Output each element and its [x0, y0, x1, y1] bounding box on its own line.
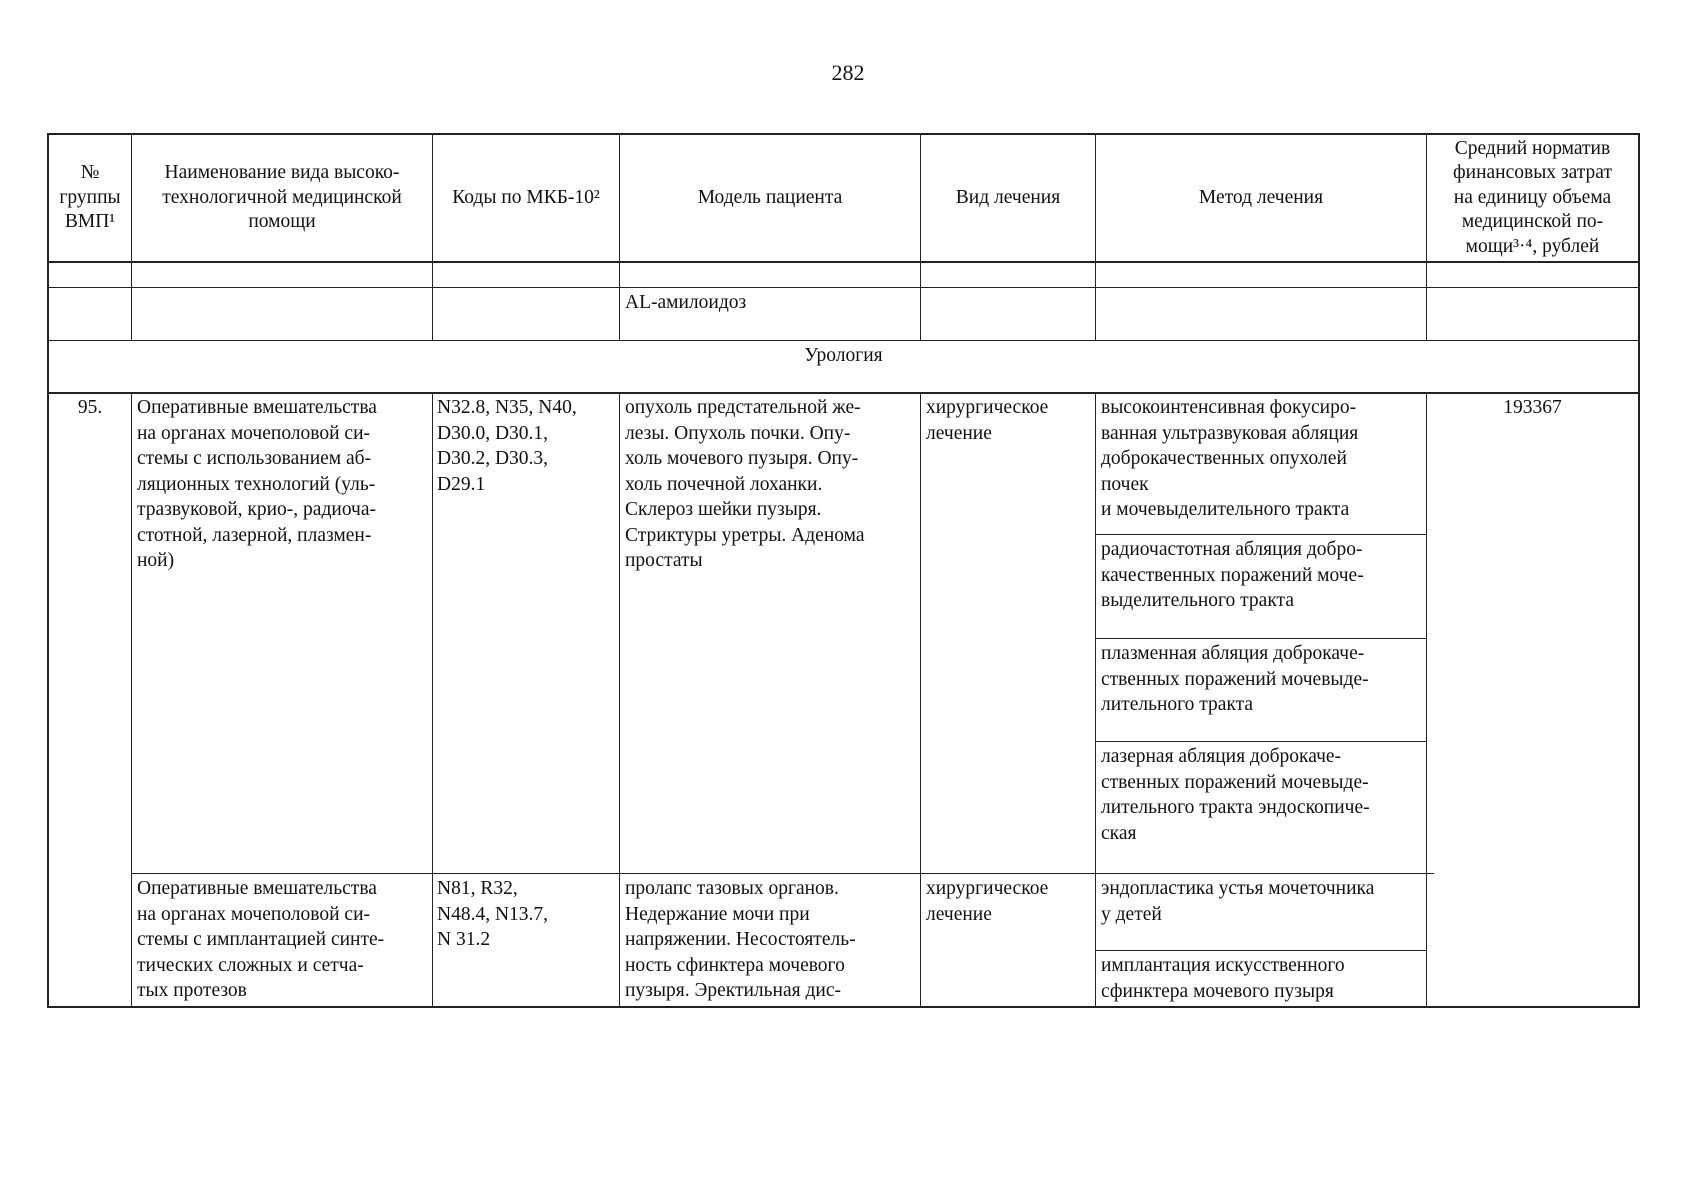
method-divider-3 — [1096, 741, 1426, 742]
row1-care-name: Оперативные вмешательства на органах мочеполовой си- стемы с использованием аб- ляционных технологий (уль- тразвуковой, крио-, радиоча- стотной, лазерной, плазмен- ной) — [137, 397, 377, 571]
header-treatment-type: Вид лечения — [955, 186, 1061, 208]
col-divider-4-lower — [920, 392, 921, 1007]
row2-icd-codes: N81, R32, N48.4, N13.7, N 31.2 — [437, 878, 549, 950]
continuation-row-line — [47, 340, 1640, 341]
header-care-name: Наименование вида высоко- технологичной медицинской помощи — [162, 162, 402, 233]
group-average-cost: 193367 — [1503, 397, 1562, 418]
table-left-border — [47, 133, 49, 1008]
header-average-cost: Средний норматив финансовых затрат на единицу объема медицинской по- мощи³·⁴, рублей — [1453, 137, 1612, 257]
section-row-line — [47, 392, 1640, 394]
col-divider-2-lower — [432, 392, 433, 1007]
row1-icd-codes: N32.8, N35, N40, D30.0, D30.1, D30.2, D30.3, D29.1 — [437, 397, 577, 495]
col-divider-3-lower — [619, 392, 620, 1007]
row2-method-1: эндопластика устья мочеточника у детей — [1101, 878, 1375, 925]
row1-method-3: плазменная абляция доброкаче- ственных поражений мочевыде- лительного тракта — [1101, 643, 1369, 715]
row2-treatment-type: хирургическое лечение — [926, 878, 1049, 925]
header-bottom-line — [47, 261, 1640, 263]
table-right-border — [1638, 133, 1640, 1008]
row1-patient-model: опухоль предстательной же- лезы. Опухоль почки. Опу- холь мочевого пузыря. Опу- холь почечной лоханки. Склероз шейки пузыря. Стриктуры уретры. Аденома простаты — [625, 397, 865, 571]
section-title: Урология — [804, 345, 883, 366]
header-patient-model: Модель пациента — [697, 186, 843, 208]
col-divider-1-lower — [131, 392, 132, 1007]
row2-care-name: Оперативные вмешательства на органах мочеполовой си- стемы с имплантацией синте- тических сложных и сетча- тых протезов — [137, 878, 385, 1001]
row1-method-2: радиочастотная абляция добро- качественных поражений моче- выделительного тракта — [1101, 539, 1364, 611]
row1-treatment-type: хирургическое лечение — [926, 397, 1049, 444]
method-divider-1 — [1096, 534, 1426, 535]
method-divider-2 — [1096, 638, 1426, 639]
col-divider-6-lower — [1426, 392, 1427, 1007]
row2-patient-model: пролапс тазовых органов. Недержание мочи при напряжении. Несостоятель- ность сфинктера мочевого пузыря. Эректильная дис- — [625, 878, 856, 1001]
header-icd-codes: Коды по МКБ-10² — [452, 186, 600, 208]
col-divider-5-lower — [1095, 392, 1096, 1007]
table-bottom-border — [47, 1006, 1640, 1008]
page-number: 282 — [831, 60, 865, 85]
continuation-patient-model: AL-амилоидоз — [625, 292, 747, 313]
method-divider-4 — [1096, 950, 1426, 951]
header-group-number: № группы ВМП¹ — [59, 162, 121, 233]
row1-method-1: высокоинтенсивная фокусиро- ванная ультразвуковая абляция доброкачественных опухолей почек и мочевыделительного тракта — [1101, 397, 1359, 520]
group-row-divider — [132, 873, 1434, 874]
row1-method-4: лазерная абляция доброкаче- ственных поражений мочевыде- лительного тракта эндоскопиче- ская — [1101, 746, 1370, 844]
empty-row-line — [47, 287, 1640, 288]
group-number: 95. — [77, 397, 103, 418]
header-treatment-method: Метод лечения — [1198, 186, 1324, 208]
row2-method-2: имплантация искусственного сфинктера мочевого пузыря — [1101, 955, 1345, 1002]
